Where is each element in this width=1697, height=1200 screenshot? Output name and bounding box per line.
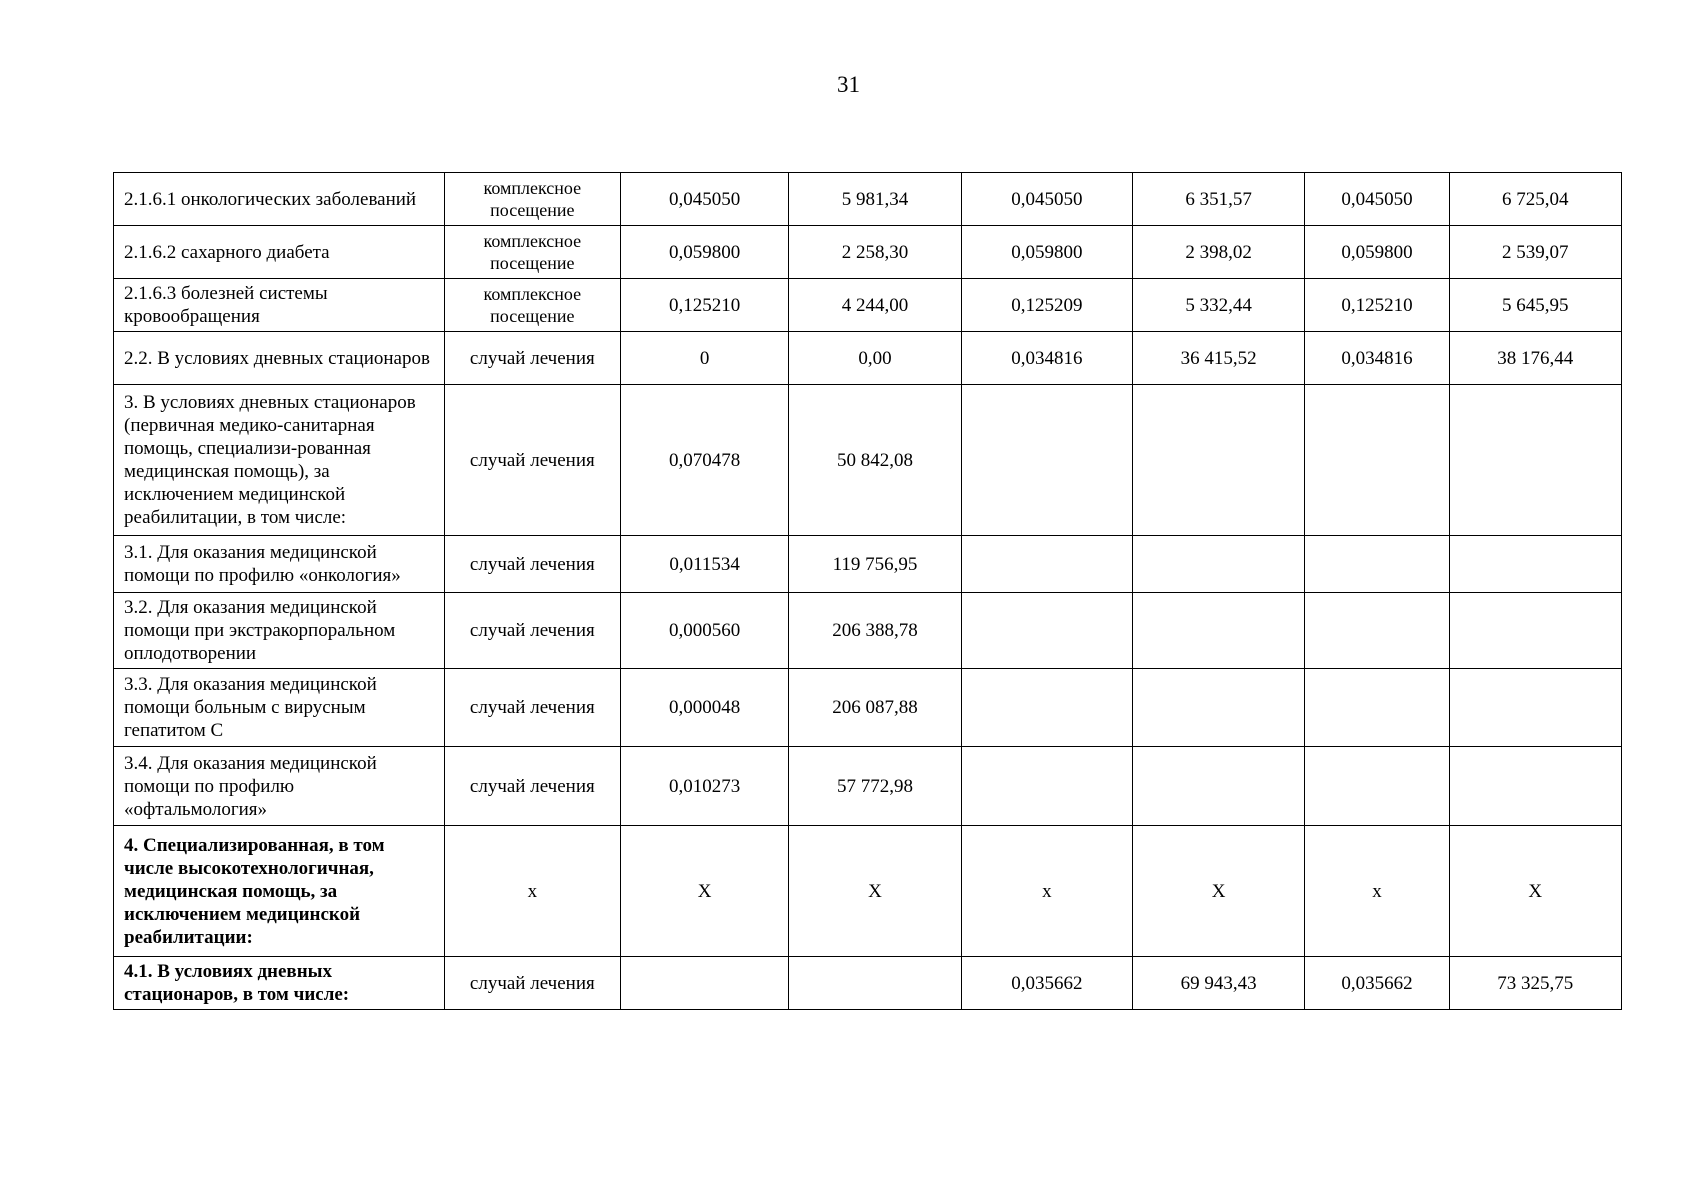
row-value <box>1305 385 1449 536</box>
row-unit: комплексное посещение <box>444 173 620 226</box>
row-value <box>961 669 1132 747</box>
row-name: 3. В условиях дневных стационаров (первичная медико-санитарная помощь, специализи-рованная медицинская помощь), за исключением медицинской реабилитации, в том числе: <box>114 385 445 536</box>
tariff-table <box>113 172 1622 1010</box>
row-value <box>1305 536 1449 593</box>
table-row <box>114 332 1622 385</box>
row-value: 4 244,00 <box>789 279 961 332</box>
row-value: 0,125210 <box>1305 279 1449 332</box>
row-name: 2.1.6.2 сахарного диабета <box>114 226 445 279</box>
row-name: 3.2. Для оказания медицинской помощи при экстракорпоральном оплодотворении <box>114 593 445 669</box>
row-value <box>1132 669 1304 747</box>
row-value: 5 981,34 <box>789 173 961 226</box>
row-unit: случай лечения <box>444 385 620 536</box>
row-value: 5 645,95 <box>1449 279 1621 332</box>
row-value: 2 258,30 <box>789 226 961 279</box>
row-value <box>1132 385 1304 536</box>
row-value <box>1132 747 1304 826</box>
row-unit: случай лечения <box>444 332 620 385</box>
row-value <box>1449 669 1621 747</box>
table-row <box>114 957 1622 1010</box>
table-row <box>114 536 1622 593</box>
row-value <box>1305 747 1449 826</box>
row-value: 6 351,57 <box>1132 173 1304 226</box>
row-name: 2.1.6.3 болезней системы кровообращения <box>114 279 445 332</box>
row-value: 2 539,07 <box>1449 226 1621 279</box>
row-value: 0 <box>621 332 789 385</box>
row-value: 36 415,52 <box>1132 332 1304 385</box>
row-value: 0,034816 <box>1305 332 1449 385</box>
row-value <box>621 957 789 1010</box>
row-value: 0,035662 <box>1305 957 1449 1010</box>
row-value: 5 332,44 <box>1132 279 1304 332</box>
table-row <box>114 279 1622 332</box>
row-value: 0,000560 <box>621 593 789 669</box>
row-value: 57 772,98 <box>789 747 961 826</box>
row-name: 2.2. В условиях дневных стационаров <box>114 332 445 385</box>
row-name: 3.4. Для оказания медицинской помощи по профилю «офтальмология» <box>114 747 445 826</box>
row-unit: случай лечения <box>444 747 620 826</box>
row-value <box>1132 536 1304 593</box>
row-name: 4.1. В условиях дневных стационаров, в том числе: <box>114 957 445 1010</box>
row-unit: случай лечения <box>444 593 620 669</box>
row-value <box>1449 536 1621 593</box>
row-value <box>1449 385 1621 536</box>
row-name: 3.1. Для оказания медицинской помощи по профилю «онкология» <box>114 536 445 593</box>
row-value: 206 087,88 <box>789 669 961 747</box>
row-unit: случай лечения <box>444 669 620 747</box>
row-value <box>1305 593 1449 669</box>
row-value: 69 943,43 <box>1132 957 1304 1010</box>
page-number: 31 <box>837 72 860 97</box>
row-value: 0,045050 <box>961 173 1132 226</box>
row-value: х <box>961 826 1132 957</box>
row-value: 50 842,08 <box>789 385 961 536</box>
row-unit: х <box>444 826 620 957</box>
row-value: Х <box>789 826 961 957</box>
row-unit: комплексное посещение <box>444 226 620 279</box>
row-value <box>789 957 961 1010</box>
row-unit: случай лечения <box>444 536 620 593</box>
row-value <box>961 385 1132 536</box>
row-value: 0,000048 <box>621 669 789 747</box>
row-value <box>1449 593 1621 669</box>
table-row <box>114 385 1622 536</box>
row-value: х <box>1305 826 1449 957</box>
row-value: 38 176,44 <box>1449 332 1621 385</box>
row-unit: комплексное посещение <box>444 279 620 332</box>
row-value <box>961 593 1132 669</box>
row-value: 0,035662 <box>961 957 1132 1010</box>
table-row <box>114 173 1622 226</box>
table-row <box>114 747 1622 826</box>
row-value: 0,125209 <box>961 279 1132 332</box>
row-value: Х <box>1132 826 1304 957</box>
row-value: 0,045050 <box>1305 173 1449 226</box>
row-value <box>1305 669 1449 747</box>
row-value: 2 398,02 <box>1132 226 1304 279</box>
row-name: 3.3. Для оказания медицинской помощи больным с вирусным гепатитом С <box>114 669 445 747</box>
row-value: 0,011534 <box>621 536 789 593</box>
row-value <box>1449 747 1621 826</box>
row-value: 0,045050 <box>621 173 789 226</box>
row-value: Х <box>621 826 789 957</box>
row-value: 0,034816 <box>961 332 1132 385</box>
row-value <box>961 747 1132 826</box>
row-value: 6 725,04 <box>1449 173 1621 226</box>
table-row <box>114 226 1622 279</box>
table-row <box>114 669 1622 747</box>
row-value: 0,00 <box>789 332 961 385</box>
table-row <box>114 826 1622 957</box>
row-name: 2.1.6.1 онкологических заболеваний <box>114 173 445 226</box>
row-value <box>961 536 1132 593</box>
row-value: 0,125210 <box>621 279 789 332</box>
row-value: 0,059800 <box>961 226 1132 279</box>
row-value: 0,059800 <box>1305 226 1449 279</box>
row-value <box>1132 593 1304 669</box>
row-value: 73 325,75 <box>1449 957 1621 1010</box>
row-name: 4. Специализированная, в том числе высокотехнологичная, медицинская помощь, за исключением медицинской реабилитации: <box>114 826 445 957</box>
row-value: 206 388,78 <box>789 593 961 669</box>
row-value: Х <box>1449 826 1621 957</box>
row-value: 119 756,95 <box>789 536 961 593</box>
row-value: 0,059800 <box>621 226 789 279</box>
row-value: 0,070478 <box>621 385 789 536</box>
table-row <box>114 593 1622 669</box>
row-unit: случай лечения <box>444 957 620 1010</box>
row-value: 0,010273 <box>621 747 789 826</box>
